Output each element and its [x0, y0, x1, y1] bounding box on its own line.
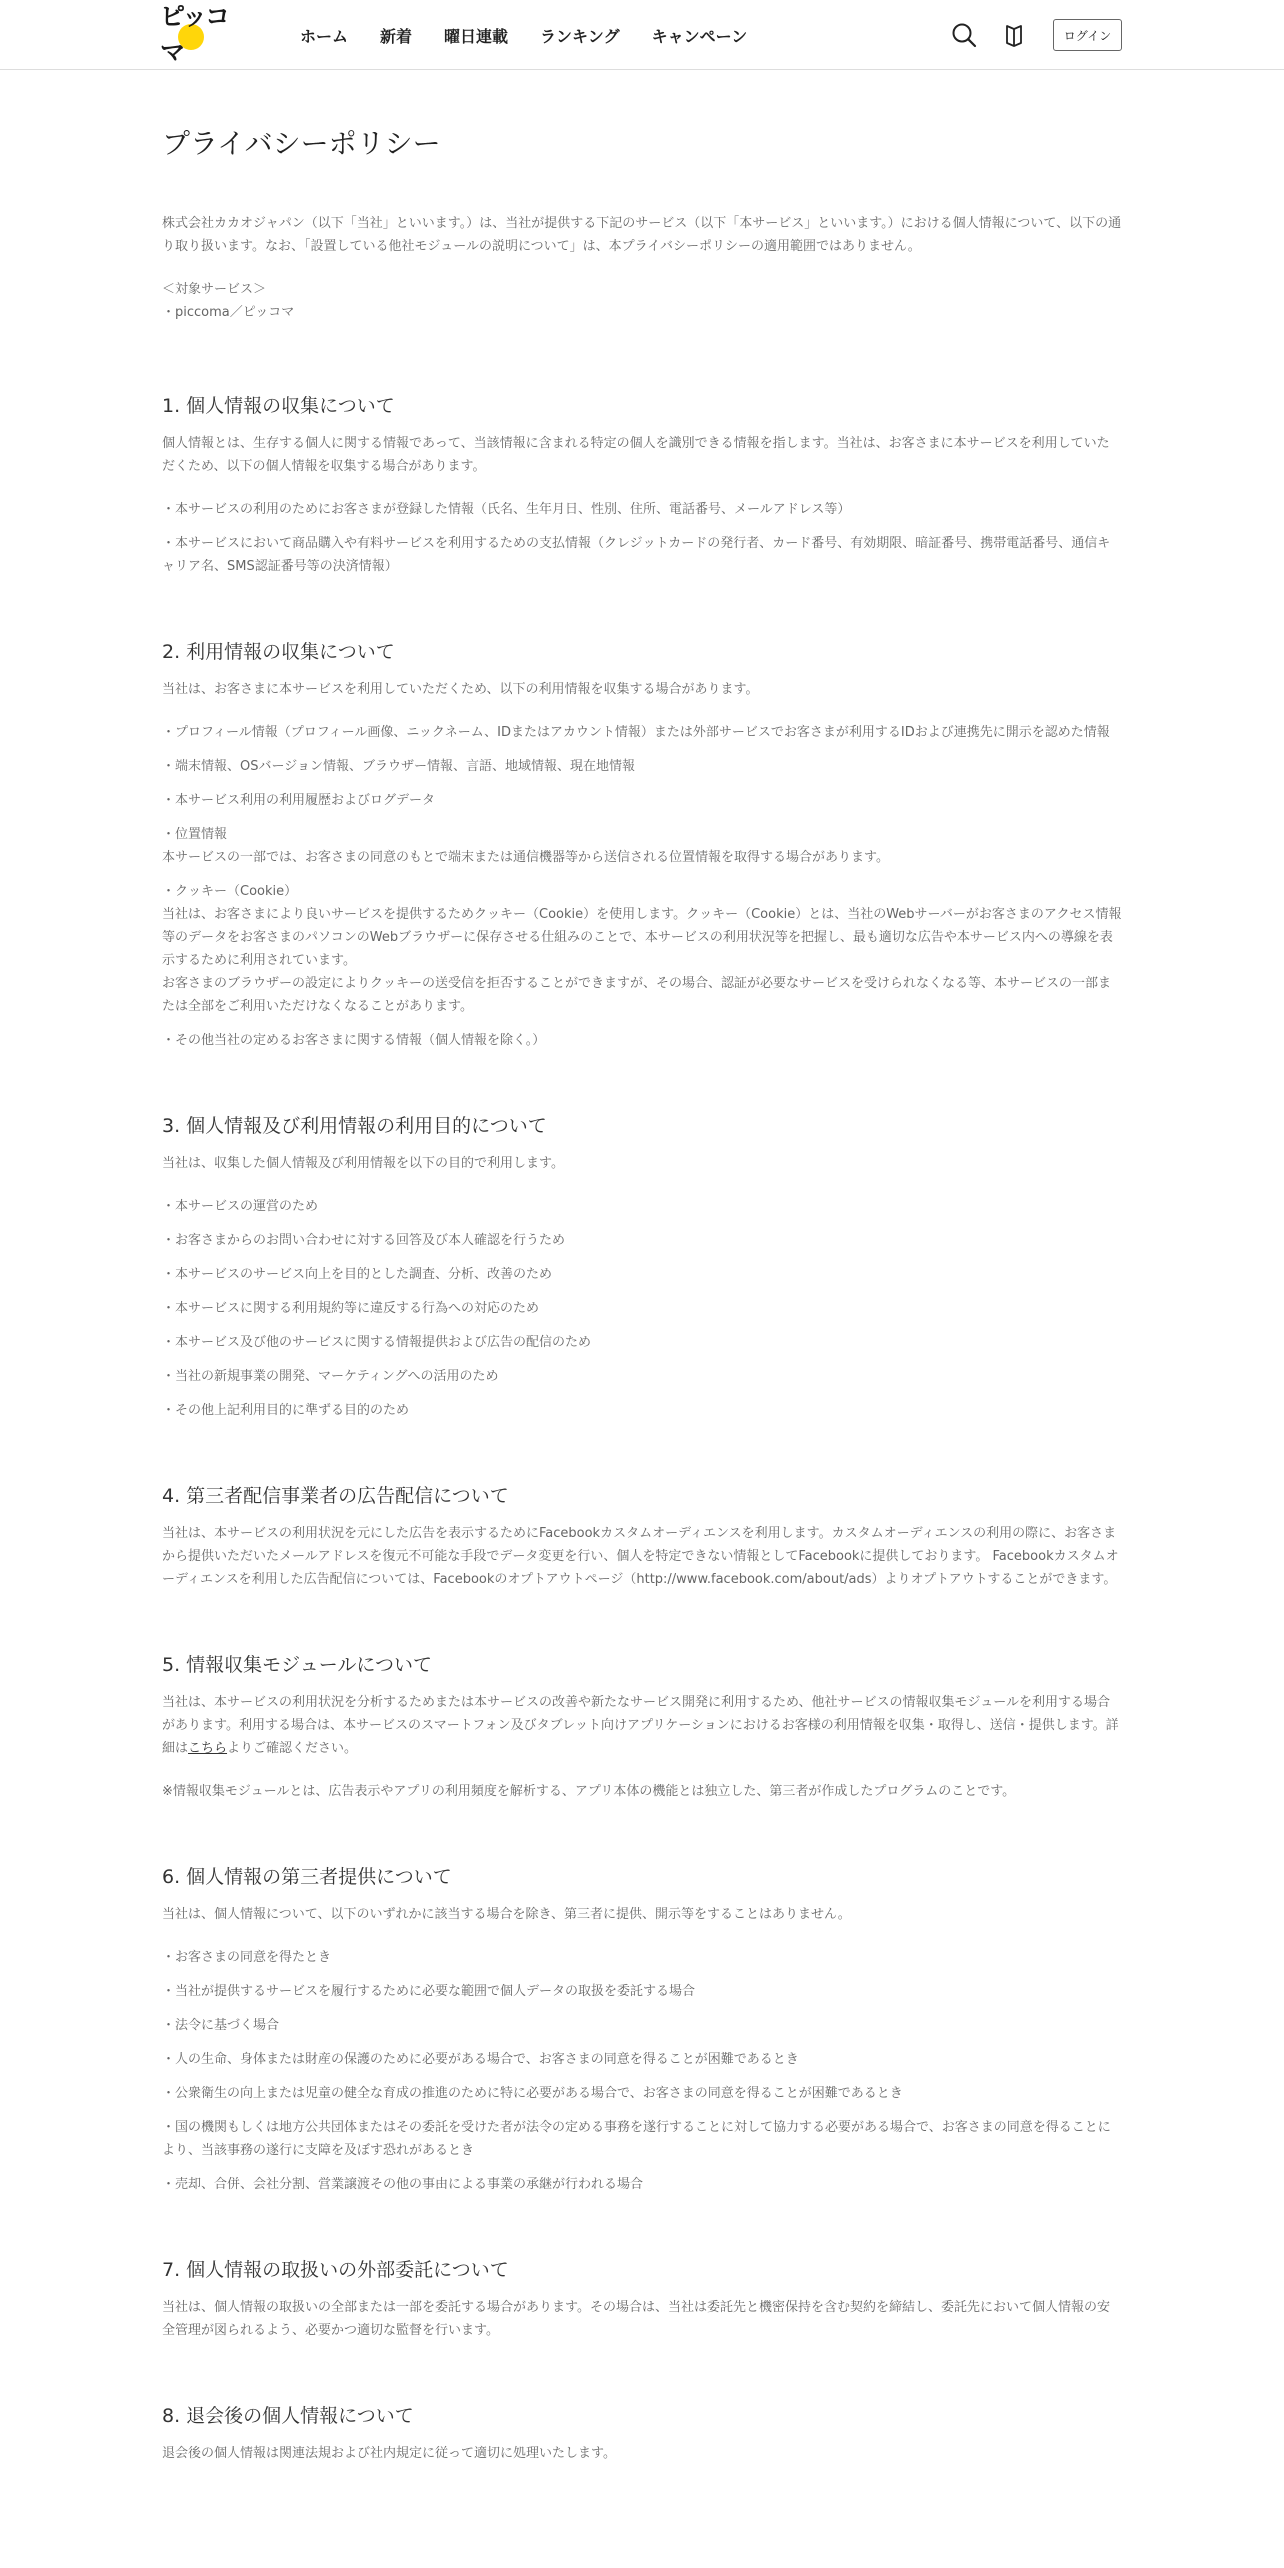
section-lead: 個人情報とは、生存する個人に関する情報であって、当該情報に含まれる特定の個人を識別できる情報を指します。当社は、お客さまに本サービスを利用していただくため、以下の個人情報を収集する場合があります。 [162, 436, 1110, 474]
list-item: ・本サービスにおいて商品購入や有料サービスを利用するための支払情報（クレジットカードの発行者、カード番号、有効期限、暗証番号、携帯電話番号、通信キャリア名、SMS認証番号等の決済情報） [162, 536, 1111, 574]
nav-campaign[interactable]: キャンペーン [651, 26, 748, 46]
piccoma-logo[interactable] [160, 2, 244, 67]
list-item: ・お客さまの同意を得たとき [162, 1950, 332, 1965]
section-title: 7. 個人情報の取扱いの外部委託について [162, 2259, 509, 2281]
section-title: 2. 利用情報の収集について [162, 641, 395, 663]
section-lead: 退会後の個人情報は関連法規および社内規定に従って適切に処理いたします。 [162, 2446, 616, 2461]
policy-sections [162, 392, 1122, 2465]
policy-section-5 [162, 1651, 1122, 1803]
bookmark-book-icon[interactable] [1000, 21, 1028, 49]
section-lead: 当社は、個人情報の取扱いの全部または一部を委託する場合があります。その場合は、当社は委託先と機密保持を含む契約を締結し、委託先において個人情報の安全管理が図られるよう、必要かつ適切な監督を行います。 [162, 2300, 1110, 2338]
section-lead: 当社は、お客さまに本サービスを利用していただくため、以下の利用情報を収集する場合があります。 [162, 682, 759, 697]
section-list [162, 721, 1122, 1052]
nav-home[interactable]: ホーム [300, 26, 349, 46]
section-list [162, 1195, 1122, 1422]
logo-text: ピッコマ [160, 2, 229, 67]
policy-section-8 [162, 2402, 1122, 2465]
policy-section-4 [162, 1482, 1122, 1591]
list-item: ・法令に基づく場合 [162, 2018, 280, 2033]
policy-section-7 [162, 2256, 1122, 2342]
list-item: ・当社が提供するサービスを履行するために必要な範囲で個人データの取扱を委託する場合 [162, 1984, 696, 1999]
list-item: ・端末情報、OSバージョン情報、ブラウザー情報、言語、地域情報、現在地情報 [162, 759, 635, 774]
site-header [0, 0, 1284, 70]
policy-section-3 [162, 1112, 1122, 1422]
list-item: ・当社の新規事業の開発、マーケティングへの活用のため [162, 1369, 499, 1384]
list-item: ・国の機関もしくは地方公共団体またはその委託を受けた者が法令の定める事務を遂行することに対して協力する必要がある場合で、お客さまの同意を得ることにより、当該事務の遂行に支障を及ぼす恐れがあるとき [162, 2120, 1111, 2158]
module-note: ※情報収集モジュールとは、広告表示やアプリの利用頻度を解析する、アプリ本体の機能とは独立した、第三者が作成したプログラムのことです。 [162, 1784, 1016, 1799]
section-list [162, 1946, 1122, 2196]
list-item: ・人の生命、身体または財産の保護のために必要がある場合で、お客さまの同意を得ることが困難であるとき [162, 2052, 799, 2067]
nav-weekly[interactable]: 曜日連載 [444, 26, 509, 46]
policy-section-2 [162, 638, 1122, 1052]
list-item: ・本サービス利用の利用履歴およびログデータ [162, 793, 436, 808]
section-title: 5. 情報収集モジュールについて [162, 1654, 433, 1676]
login-button[interactable]: ログイン [1053, 19, 1122, 51]
services-label: ＜対象サービス＞ [162, 282, 267, 297]
list-item: ・クッキー（Cookie） 当社は、お客さまにより良いサービスを提供するためクッキー（Cookie）を使用します。クッキー（Cookie）とは、当社のWebサーバーがお客さまのアクセス情報等のデータをお客さまのパソコンのWebブラウザーに保存させる仕組みのことで、本サービスの利用状況等を把握し、最も適切な広告や本サービス内への導線を表示するために利用されています。 お客さまのブラウザーの設定によりクッキーの送受信を拒否することができますが、その場合、認証が必要なサービスを受けられなくなる等、本サービスの一部または全部をご利用いただけなくなることがあります。 [162, 884, 1122, 1014]
main-nav [300, 0, 779, 70]
list-item: ・本サービスのサービス向上を目的とした調査、分析、改善のため [162, 1267, 553, 1282]
list-item: ・プロフィール情報（プロフィール画像、ニックネーム、IDまたはアカウント情報）または外部サービスでお客さまが利用するIDおよび連携先に開示を認めた情報 [162, 725, 1110, 740]
list-item: ・その他当社の定めるお客さまに関する情報（個人情報を除く。） [162, 1033, 546, 1048]
section-lead: 当社は、本サービスの利用状況を分析するためまたは本サービスの改善や新たなサービス開発に利用するため、他社サービスの情報収集モジュールを利用する場合があります。利用する場合は、本サービスのスマートフォン及びタブレット向けアプリケーションにおけるお客様の利用情報を収集・取得し、送信・提供します。詳細はこちらよりご確認ください。 [162, 1695, 1119, 1756]
list-item: ・本サービスの利用のためにお客さまが登録した情報（氏名、生年月日、性別、住所、電話番号、メールアドレス等） [162, 502, 851, 517]
section-title: 8. 退会後の個人情報について [162, 2405, 414, 2427]
target-services [162, 278, 1122, 324]
list-item: ・本サービス及び他のサービスに関する情報提供および広告の配信のため [162, 1335, 592, 1350]
privacy-policy-content [162, 124, 1122, 2525]
policy-section-1 [162, 392, 1122, 578]
services-item: ・piccoma／ピッコマ [162, 305, 295, 320]
section-list [162, 498, 1122, 578]
list-item: ・売却、合併、会社分割、営業譲渡その他の事由による事業の承継が行われる場合 [162, 2177, 644, 2192]
search-icon[interactable] [950, 21, 978, 49]
nav-new[interactable]: 新着 [380, 26, 413, 46]
section-title: 3. 個人情報及び利用情報の利用目的について [162, 1115, 547, 1137]
section-title: 1. 個人情報の収集について [162, 395, 395, 417]
list-item: ・その他上記利用目的に準ずる目的のため [162, 1403, 410, 1418]
policy-section-6 [162, 1863, 1122, 2196]
list-item: ・位置情報 本サービスの一部では、お客さまの同意のもとで端末または通信機器等から送信される位置情報を取得する場合があります。 [162, 827, 889, 865]
section-lead: 当社は、個人情報について、以下のいずれかに該当する場合を除き、第三者に提供、開示等をすることはありません。 [162, 1907, 851, 1922]
intro-text: 株式会社カカオジャパン（以下「当社」といいます。）は、当社が提供する下記のサービス（以下「本サービス」といいます。）における個人情報について、以下の通り取り扱います。なお、「設置している他社モジュールの説明について」は、本プライバシーポリシーの適用範囲ではありません。 [162, 216, 1122, 254]
list-item: ・お客さまからのお問い合わせに対する回答及び本人確認を行うため [162, 1233, 566, 1248]
section-title: 4. 第三者配信事業者の広告配信について [162, 1485, 509, 1507]
details-link[interactable]: こちら [188, 1741, 228, 1756]
page-title: プライバシーポリシー [162, 127, 441, 160]
list-item: ・本サービスの運営のため [162, 1199, 319, 1214]
list-item: ・公衆衛生の向上または児童の健全な育成の推進のために特に必要がある場合で、お客さまの同意を得ることが困難であるとき [162, 2086, 903, 2101]
nav-ranking[interactable]: ランキング [540, 26, 620, 46]
section-lead: 当社は、本サービスの利用状況を元にした広告を表示するためにFacebookカスタムオーディエンスを利用します。カスタムオーディエンスの利用の際に、お客さまから提供いただいたメールアドレスを復元不可能な手段でデータ変更を行い、個人を特定できない情報としてFacebookに提供しております。 Facebookカスタムオーディエンスを利用した広告配信については、Facebookのオプトアウトページ（http://www.facebook.com/about/ads）よりオプトアウトすることができます。 [162, 1526, 1119, 1587]
section-title: 6. 個人情報の第三者提供について [162, 1866, 452, 1888]
section-lead: 当社は、収集した個人情報及び利用情報を以下の目的で利用します。 [162, 1156, 564, 1171]
list-item: ・本サービスに関する利用規約等に違反する行為への対応のため [162, 1301, 540, 1316]
